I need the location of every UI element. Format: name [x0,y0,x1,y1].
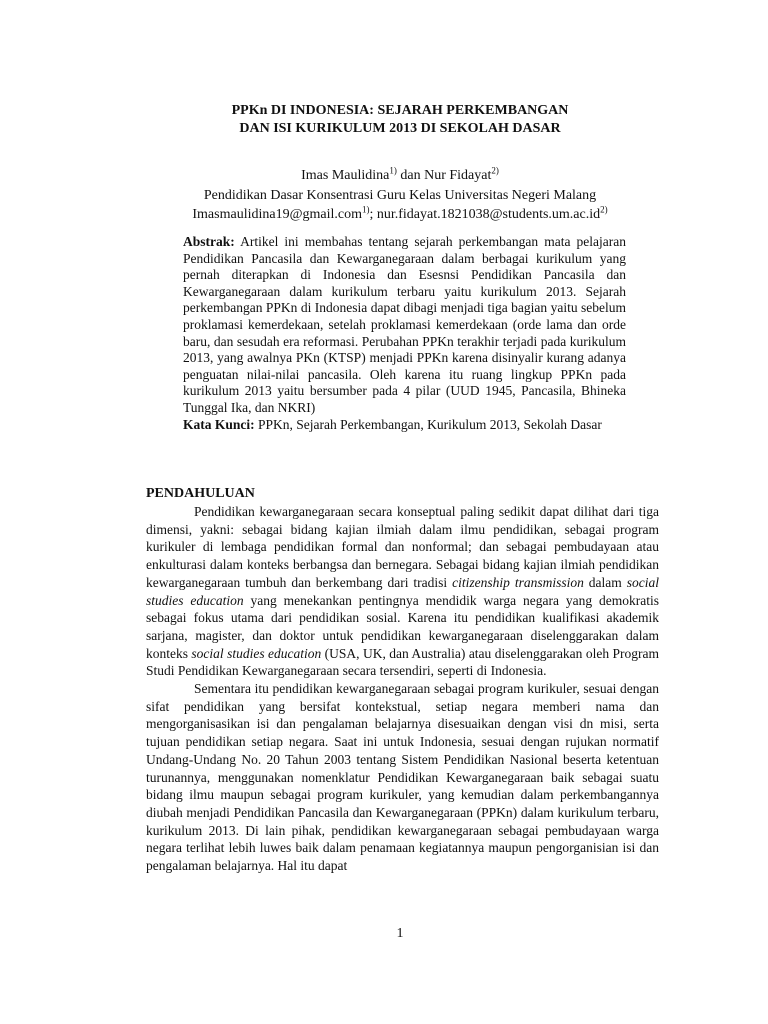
p1-text-b: dalam [583,574,627,590]
author-emails [0,205,768,225]
affiliation: Pendidikan Dasar Konsentrasi Guru Kelas Universitas Negeri Malang [203,187,597,203]
author-connector: dan [396,168,425,183]
p1-text-c: yang menekankan pentingnya mendidik warga negara yang demokratis sebagai fokus utama dari pendidikan sosial. Karena itu pendidikan kualifikasi akademik sarjana, magister, dan doktor untuk pendidikan kewarganegaraan diselenggarakan dalam konteks [146,592,659,661]
email-2: nur.fidayat.1821038@students.um.ac.id [376,207,601,222]
abstract-text: Artikel ini membahas tentang sejarah perkembangan mata pelajaran Pendidikan Pancasila dan Kewarganegaraan dalam berbagai kurikulum yang pernah diterapkan di Indonesia dan Esesnsi Pendidikan Pancasila dan Kewarganegaraan dalam kurikulum terbaru yaitu kurikulum 2013. Sejarah perkembangan PPKn di Indonesia dapat dibagi menjadi tiga bagian yaitu sebelum proklamasi kemerdekaan, setelah proklamasi kemerdekaan (orde lama dan orde baru, dan sesudah era reformasi. Perubahan PPKn terakhir terjadi pada kurikulum 2013, yang awalnya PKn (KTSP) menjadi PPKn karena disinyalir kurang adanya penguatan nilai-nilai pancasila. Oleh karena itu ruang lingkup PPKn pada kurikulum 2013 yaitu bersumber pada 4 pilar (UUD 1945, Pancasila, Bhineka Tunggal Ika, dan NKRI) [183,234,626,415]
author-2-mark: 2) [491,165,499,176]
page-number: 1 [396,926,404,941]
p1-text-d: (USA, UK, dan Australia) atau diselenggarakan oleh Program Studi Pendidikan Kewarganegaraan secara tersendiri, seperti di Indonesia. [146,645,659,679]
abstract-block [183,234,626,433]
p1-italic-term-1: citizenship transmission [452,574,584,590]
p1-italic-term-2: social studies education [146,574,659,608]
abstract-paragraph [183,234,626,417]
keywords-label: Kata Kunci: [183,416,255,432]
p1-italic-term-3: social studies education [191,645,322,661]
paragraph-2: Sementara itu pendidikan kewarganegaraan sebagai program kurikuler, sesuai dengan sifat pendidikan yang bersifat kontekstual, setiap negara memberi nama dan mengorganisasikan isi dan pengalaman belajarnya disesuaikan dengan visi dn misi, serta tujuan pendidikan setiap negara. Saat ini untuk Indonesia, sesuai dengan rujukan normatif Undang-Undang No. 20 Tahun 2003 tentang Sistem Pendidikan Nasional beserta ketentuan turunannya, menggunakan nomenklatur Pendidikan Kewarganegaraan baik sebagai suatu bidang ilmu maupun sebagai program kurikuler, yang kemudian dalam perkembangannya diubah menjadi Pendidikan Pancasila dan Kewarganegaraan (PPKn) dalam kurikulum terbaru, kurikulum 2013. Di lain pihak, pendidikan kewarganegaraan sebagai pembudayaan warga negara terlihat lebih luwes baik dalam penamaan kegiatannya maupun pengorganisian isi dan pengalaman belajarnya. Hal itu dapat [146,681,659,874]
title-line-1: PPKn DI INDONESIA: SEJARAH PERKEMBANGAN [231,103,569,118]
email-2-mark: 2) [600,204,608,215]
section-heading: PENDAHULUAN [146,486,255,501]
paragraph-1 [146,503,659,680]
section-body [146,503,659,875]
author-1: Imas Maulidina [301,168,390,183]
email-1-mark: 1) [361,204,370,215]
keywords-paragraph [183,417,626,434]
keywords-text: PPKn, Sejarah Perkembangan, Kurikulum 2013, Sekolah Dasar [258,416,602,432]
author-names [0,166,768,186]
author-2: Nur Fidayat [424,168,492,183]
email-separator: ; [369,207,377,222]
paper-title [0,102,768,138]
abstract-label: Abstrak: [183,234,235,249]
author-block [0,166,768,225]
p1-text-a: Pendidikan kewarganegaraan secara konseptual paling sedikit dapat dilihat dari tiga dimensi, yakni: sebagai bidang kajian ilmiah dalam ilmu pendidikan, sebagai program kurikuler di lembaga pendidikan formal dan nonformal; dan sebagai pembudayaan atau enkulturasi dalam konteks berbangsa dan bernegara. Sebagai bidang kajian ilmiah pendidikan kewarganegaraan tumbuh dan berkembang dari tradisi [146,504,659,590]
author-1-mark: 1) [389,165,397,176]
email-1: Imasmaulidina19@gmail.com [192,207,362,222]
title-line-2: DAN ISI KURIKULUM 2013 DI SEKOLAH DASAR [239,121,561,136]
